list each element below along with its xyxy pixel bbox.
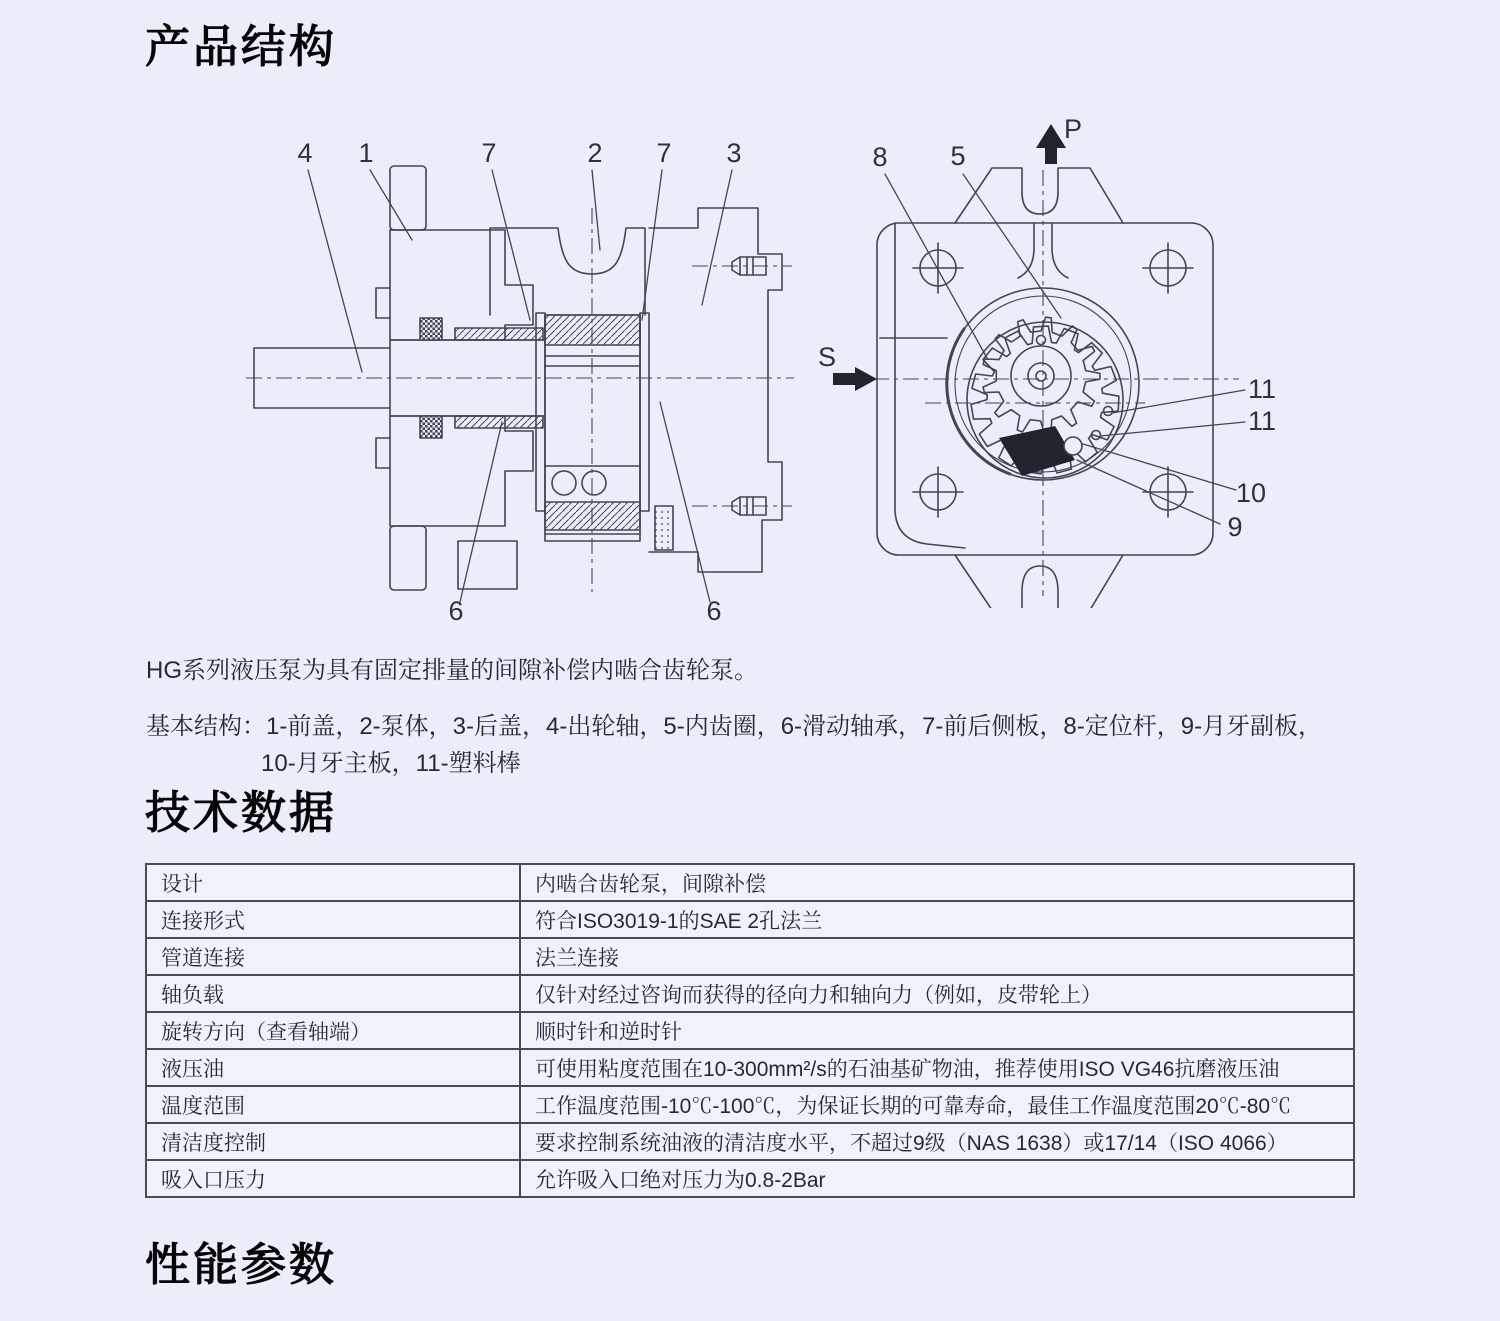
label-port-p: P	[1063, 114, 1083, 144]
spec-key-cell: 旋转方向（查看轴端）	[146, 1012, 520, 1049]
spec-key-cell: 清洁度控制	[146, 1123, 520, 1160]
label-7a: 7	[481, 138, 497, 168]
intro-paragraph: HG系列液压泵为具有固定排量的间隙补偿内啮合齿轮泵。	[146, 657, 758, 684]
table-row	[146, 1160, 1354, 1197]
section-title-structure: 产品结构	[145, 21, 338, 72]
label-11b: 11	[1247, 406, 1277, 436]
label-5: 5	[950, 141, 966, 171]
table-row	[146, 901, 1354, 938]
structure-note-label: 基本结构：	[146, 713, 266, 740]
crescent-sub-plate	[1064, 437, 1082, 455]
label-1: 1	[358, 138, 374, 168]
port-s-arrow	[833, 367, 877, 391]
table-row	[146, 1123, 1354, 1160]
rear-cover	[649, 208, 782, 572]
spec-value-cell: 顺时针和逆时针	[520, 1012, 1354, 1049]
spec-key-cell: 设计	[146, 864, 520, 901]
spec-value-cell: 符合ISO3019-1的SAE 2孔法兰	[520, 901, 1354, 938]
section-title-performance: 性能参数	[145, 1239, 338, 1290]
spec-key-cell: 液压油	[146, 1049, 520, 1086]
label-7b: 7	[656, 138, 672, 168]
label-10: 10	[1235, 478, 1267, 508]
pump-section-diagram	[240, 120, 800, 640]
label-8: 8	[872, 142, 888, 172]
spec-key-cell: 管道连接	[146, 938, 520, 975]
table-row	[146, 1049, 1354, 1086]
spec-value-cell: 可使用粘度范围在10-300mm²/s的石油基矿物油，推荐使用ISO VG46抗磨液压油	[520, 1049, 1354, 1086]
section-title-tech: 技术数据	[145, 787, 338, 838]
structure-note-line1: 1-前盖，2-泵体，3-后盖，4-出轮轴，5-内齿圈，6-滑动轴承，7-前后侧板，8-定位杆，9-月牙副板，	[266, 713, 1323, 740]
table-row	[146, 975, 1354, 1012]
label-2: 2	[587, 138, 603, 168]
label-9: 9	[1227, 512, 1243, 542]
label-6b: 6	[706, 596, 722, 626]
spec-table	[145, 863, 1355, 1198]
table-row	[146, 938, 1354, 975]
label-port-s: S	[817, 342, 837, 372]
spec-key-cell: 轴负载	[146, 975, 520, 1012]
crescent-main-plate	[999, 426, 1075, 476]
spec-value-cell: 内啮合齿轮泵，间隙补偿	[520, 864, 1354, 901]
spec-value-cell: 工作温度范围-10℃-100℃，为保证长期的可靠寿命，最佳工作温度范围20℃-80℃	[520, 1086, 1354, 1123]
section-geometry	[254, 166, 782, 602]
spec-key-cell: 连接形式	[146, 901, 520, 938]
label-6a: 6	[448, 596, 464, 626]
label-11a: 11	[1247, 374, 1277, 404]
structure-note	[146, 708, 1500, 782]
spec-value-cell: 仅针对经过咨询而获得的径向力和轴向力（例如，皮带轮上）	[520, 975, 1354, 1012]
spec-value-cell: 法兰连接	[520, 938, 1354, 975]
pump-body	[458, 228, 645, 589]
spec-value-cell: 要求控制系统油液的清洁度水平，不超过9级（NAS 1638）或17/14（ISO 4066）	[520, 1123, 1354, 1160]
label-4: 4	[297, 138, 313, 168]
pump-front-diagram	[815, 108, 1295, 608]
spec-value-cell: 允许吸入口绝对压力为0.8-2Bar	[520, 1160, 1354, 1197]
port-p-arrow	[1036, 124, 1066, 164]
spec-key-cell: 温度范围	[146, 1086, 520, 1123]
table-row	[146, 1012, 1354, 1049]
spec-key-cell: 吸入口压力	[146, 1160, 520, 1197]
centerlines	[246, 208, 794, 592]
label-3: 3	[726, 138, 742, 168]
table-row	[146, 1086, 1354, 1123]
structure-note-line2: 10-月牙主板，11-塑料棒	[261, 750, 521, 777]
front-geometry	[833, 124, 1245, 608]
table-row	[146, 864, 1354, 901]
